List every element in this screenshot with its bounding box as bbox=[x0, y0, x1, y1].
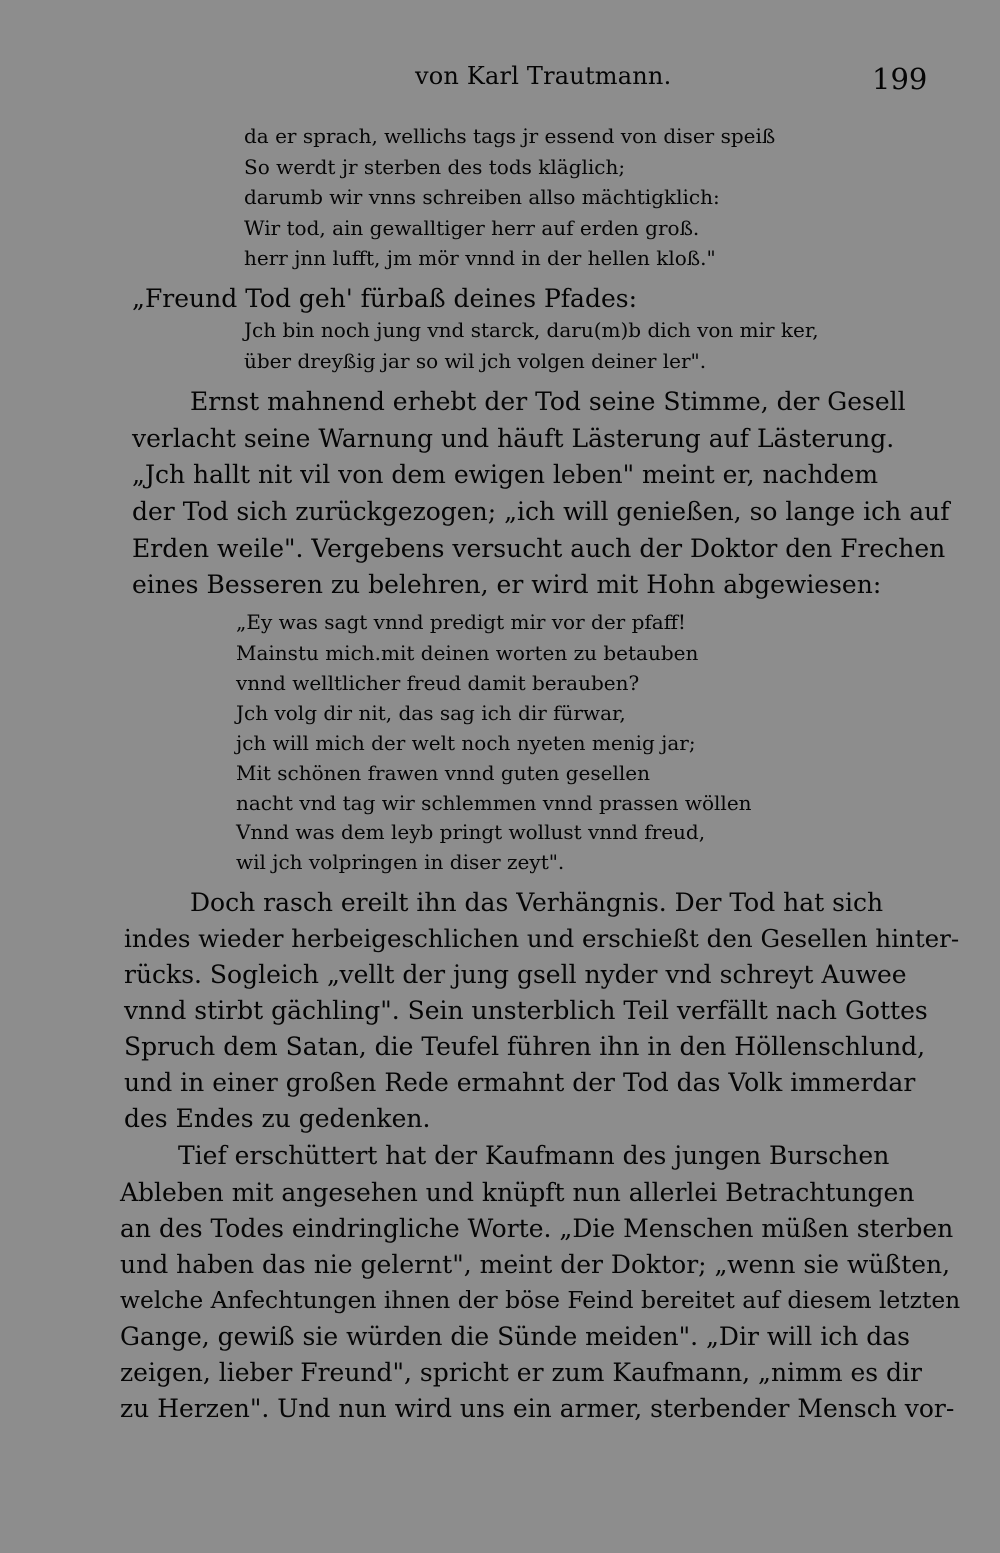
text-line: Doch rasch ereilt ihn das Verhängnis. Der Tod hat sich bbox=[190, 888, 884, 917]
verse-line: So werdt jr sterben des tods kläglich; bbox=[244, 155, 626, 179]
verse-line: Mainstu mich.mit deinen worten zu betauben bbox=[236, 641, 699, 665]
verse-line: über dreyßig jar so wil jch volgen deiner ler". bbox=[244, 349, 707, 373]
text-line: vnnd stirbt gächling". Sein unsterblich Teil verfällt nach Gottes bbox=[124, 996, 928, 1025]
text-line: und haben das nie gelernt", meint der Doktor; „wenn sie wüßten, bbox=[120, 1250, 951, 1279]
verse-line: vnnd welltlicher freud damit berauben? bbox=[236, 671, 640, 695]
verse-line: nacht vnd tag wir schlemmen vnnd prassen wöllen bbox=[236, 791, 752, 815]
verse-line: darumb wir vnns schreiben allso mächtigklich: bbox=[244, 185, 720, 209]
running-head: von Karl Trautmann. bbox=[415, 62, 672, 90]
verse-line-lead: „Freund Tod geh' fürbaß deines Pfades: bbox=[132, 284, 638, 313]
text-line: der Tod sich zurückgezogen; „ich will genießen, so lange ich auf bbox=[132, 497, 950, 526]
text-line: Erden weile". Vergebens versucht auch der Doktor den Frechen bbox=[132, 534, 946, 563]
text-line: Spruch dem Satan, die Teufel führen ihn in den Höllenschlund, bbox=[124, 1032, 926, 1061]
text-line: des Endes zu gedenken. bbox=[124, 1104, 431, 1133]
verse-line: jch will mich der welt noch nyeten menig jar; bbox=[236, 731, 696, 755]
text-line: verlacht seine Warnung und häuft Lästerung auf Lästerung. bbox=[132, 424, 895, 453]
verse-line: Vnnd was dem leyb pringt wollust vnnd freud, bbox=[236, 820, 706, 844]
text-line: rücks. Sogleich „vellt der jung gsell nyder vnd schreyt Auwee bbox=[124, 960, 907, 989]
text-line: Ableben mit angesehen und knüpft nun allerlei Betrachtungen bbox=[120, 1178, 915, 1207]
page-number: 199 bbox=[872, 62, 928, 96]
text-line: zu Herzen". Und nun wird uns ein armer, sterbender Mensch vor- bbox=[120, 1394, 955, 1423]
text-line: an des Todes eindringliche Worte. „Die Menschen müßen sterben bbox=[120, 1214, 954, 1243]
verse-line: Wir tod, ain gewalltiger herr auf erden groß. bbox=[244, 216, 700, 240]
verse-line: „Ey was sagt vnnd predigt mir vor der pfaff! bbox=[236, 610, 686, 634]
text-line: indes wieder herbeigeschlichen und erschießt den Gesellen hinter- bbox=[124, 924, 960, 953]
verse-line: Jch volg dir nit, das sag ich dir fürwar, bbox=[236, 701, 626, 725]
text-line: welche Anfechtungen ihnen der böse Feind bereitet auf diesem letzten bbox=[120, 1286, 961, 1314]
text-line: „Jch hallt nit vil von dem ewigen leben" meint er, nachdem bbox=[132, 460, 879, 489]
text-line: Tief erschüttert hat der Kaufmann des jungen Burschen bbox=[178, 1141, 890, 1170]
verse-line: herr jnn lufft, jm mör vnnd in der hellen kloß." bbox=[244, 246, 716, 270]
text-line: Gange, gewiß sie würden die Sünde meiden". „Dir will ich das bbox=[120, 1322, 910, 1351]
verse-line: Jch bin noch jung vnd starck, daru(m)b dich von mir ker, bbox=[244, 318, 819, 342]
verse-line: da er sprach, wellichs tags jr essend von diser speiß bbox=[244, 124, 776, 148]
verse-line: Mit schönen frawen vnnd guten gesellen bbox=[236, 761, 650, 785]
text-line: Ernst mahnend erhebt der Tod seine Stimme, der Gesell bbox=[190, 387, 906, 416]
text-line: zeigen, lieber Freund", spricht er zum Kaufmann, „nimm es dir bbox=[120, 1358, 922, 1387]
text-line: eines Besseren zu belehren, er wird mit Hohn abgewiesen: bbox=[132, 570, 882, 599]
verse-line: wil jch volpringen in diser zeyt". bbox=[236, 850, 565, 874]
text-line: und in einer großen Rede ermahnt der Tod das Volk immerdar bbox=[124, 1068, 916, 1097]
